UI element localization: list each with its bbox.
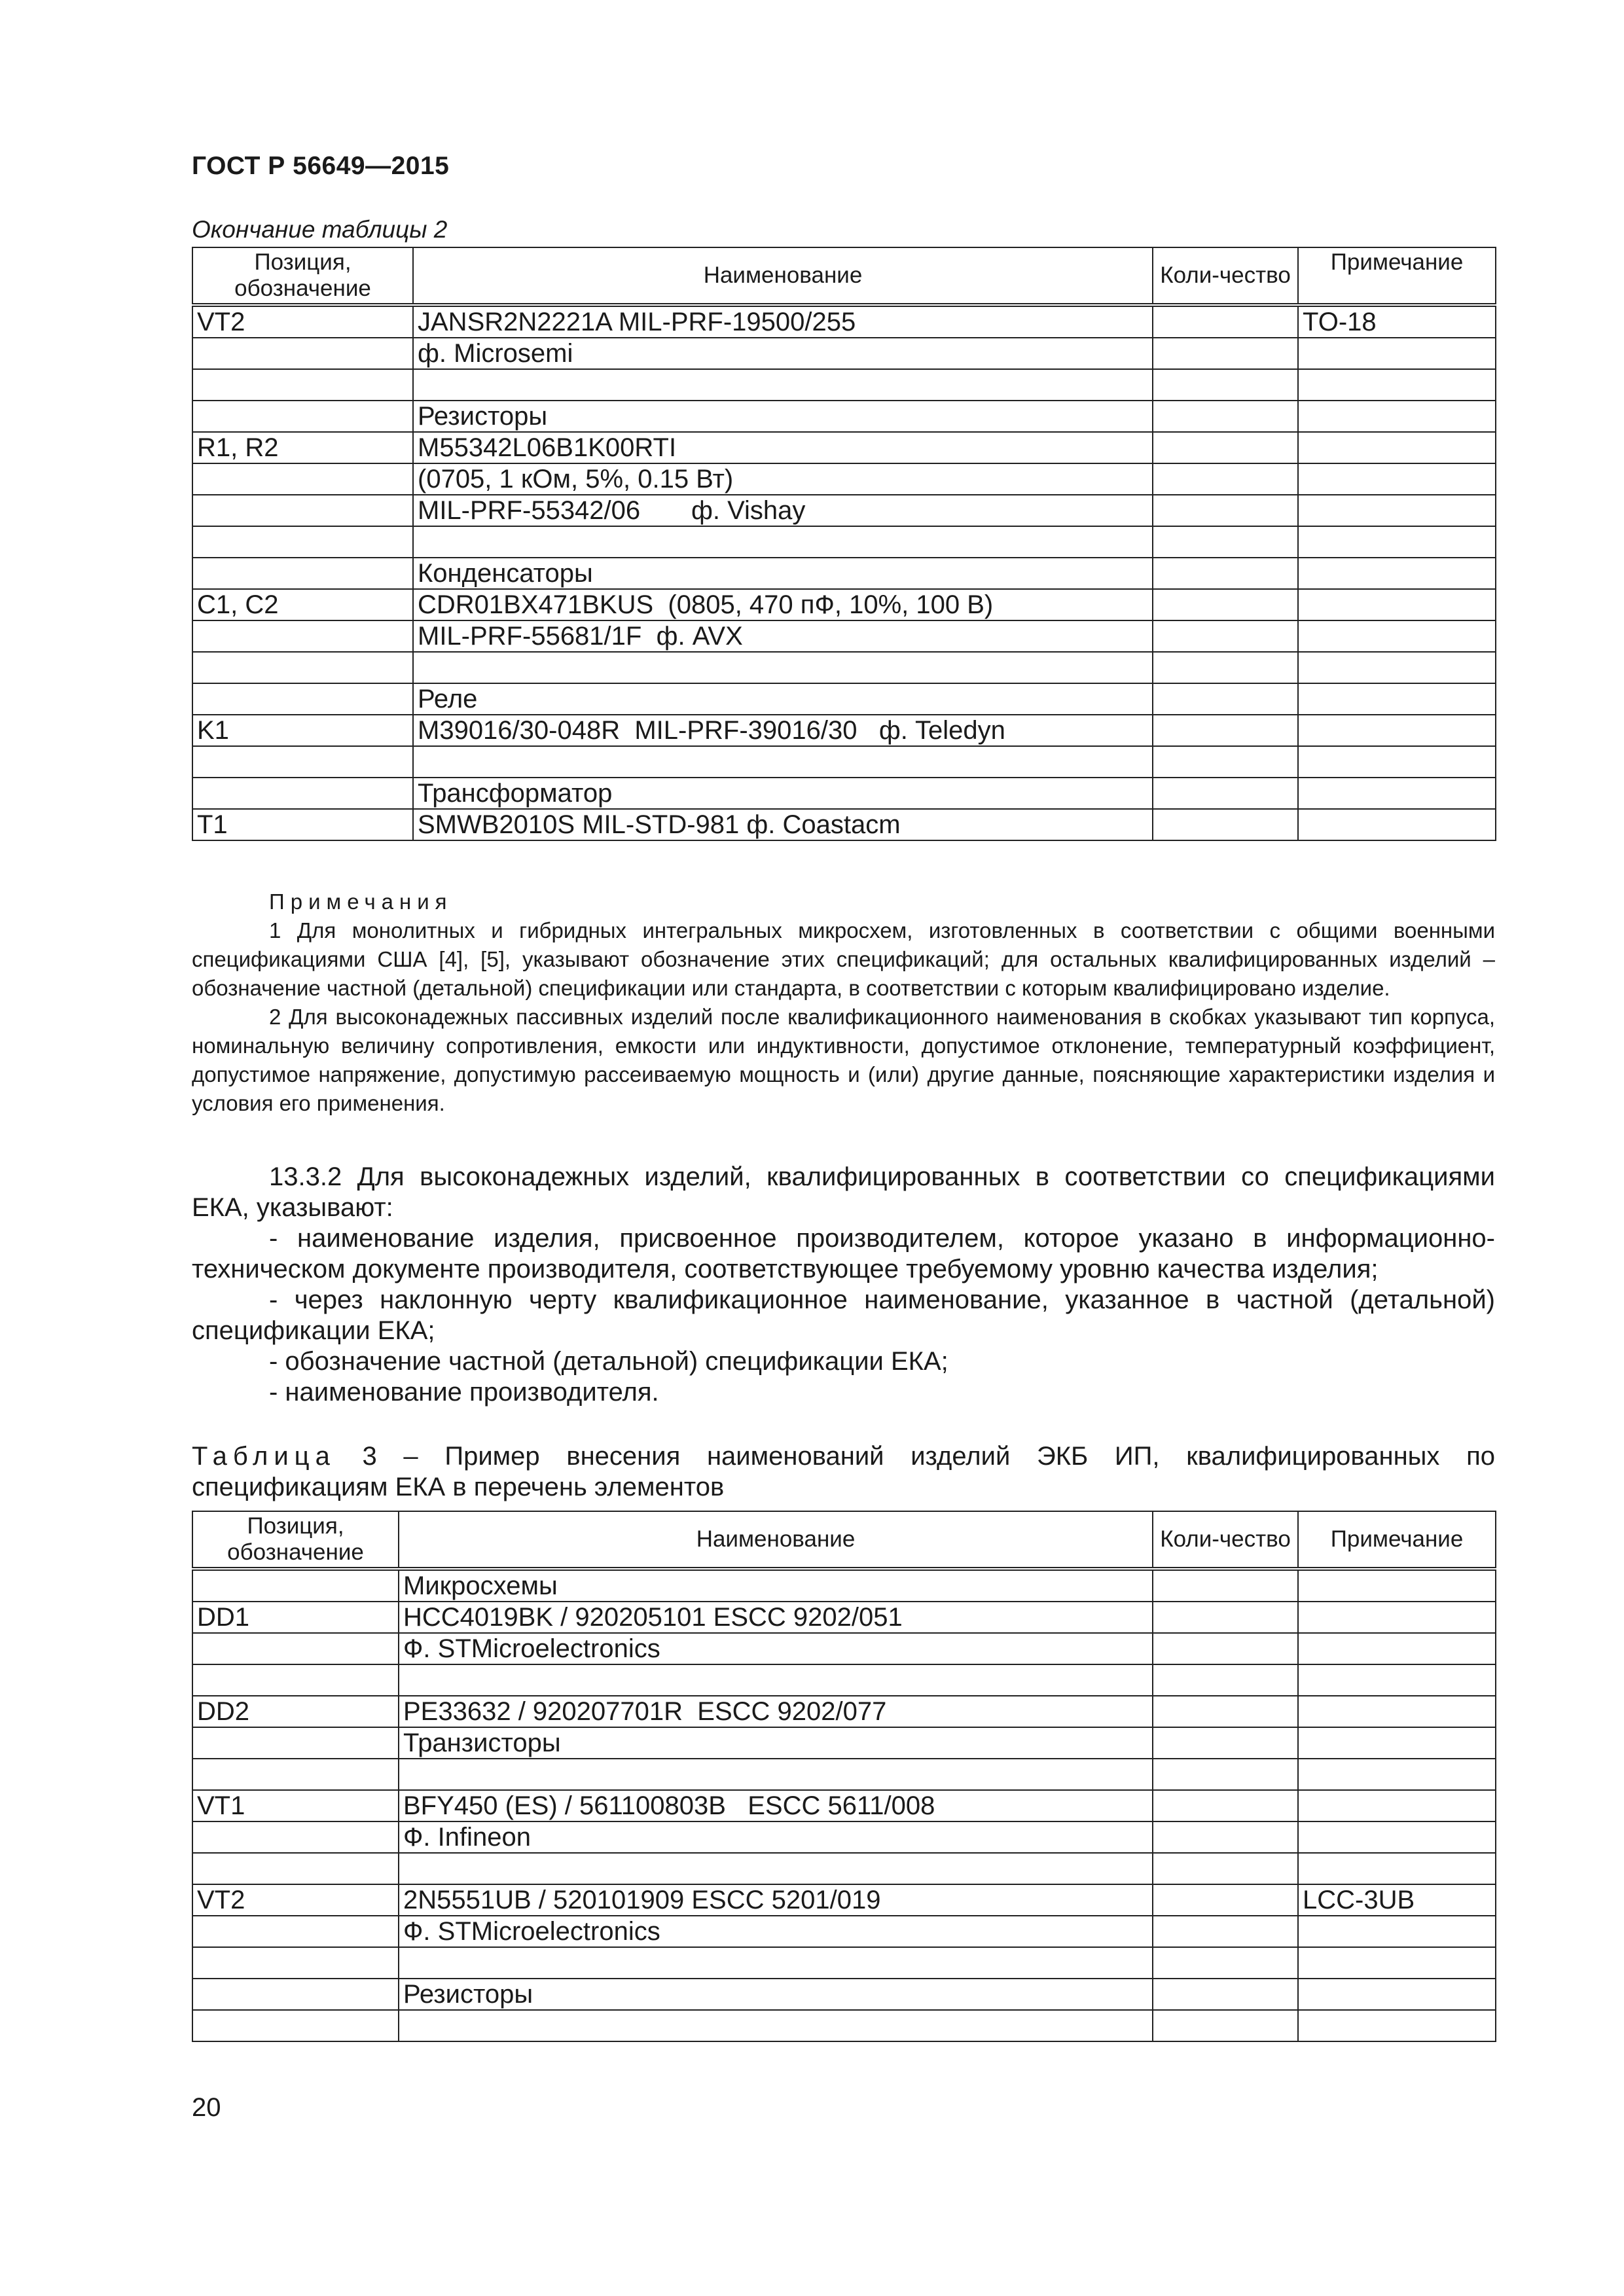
table-row bbox=[192, 526, 1496, 558]
table-cell bbox=[1153, 1727, 1298, 1759]
table-cell: (0705, 1 кОм, 5%, 0.15 Вт) bbox=[413, 463, 1153, 495]
table-cell: CDR01BX471BKUS (0805, 470 пФ, 10%, 100 В) bbox=[413, 589, 1153, 620]
table2-body bbox=[192, 305, 1496, 840]
table-cell bbox=[1298, 1727, 1496, 1759]
table-cell bbox=[1298, 1569, 1496, 1602]
table-cell bbox=[1298, 1759, 1496, 1790]
table3 bbox=[192, 1511, 1496, 2042]
table-cell: DD1 bbox=[192, 1602, 399, 1633]
table-cell bbox=[399, 2010, 1153, 2041]
table-cell bbox=[1298, 620, 1496, 652]
table-cell bbox=[192, 338, 413, 369]
table-row bbox=[192, 1947, 1496, 1979]
table-cell bbox=[1298, 1602, 1496, 1633]
table-row bbox=[192, 1602, 1496, 1633]
table-cell bbox=[1153, 558, 1298, 589]
table-cell bbox=[1298, 778, 1496, 809]
table-cell bbox=[1153, 369, 1298, 401]
table-cell: LCC-3UB bbox=[1298, 1884, 1496, 1916]
table-cell: MIL-PRF-55681/1F ф. AVX bbox=[413, 620, 1153, 652]
table-cell bbox=[1298, 1821, 1496, 1853]
table-row bbox=[192, 1633, 1496, 1664]
table-cell: MIL-PRF-55342/06 ф. Vishay bbox=[413, 495, 1153, 526]
section-list-item: - обозначение частной (детальной) спецификации ЕКА; bbox=[269, 1347, 948, 1376]
table-row bbox=[192, 1569, 1496, 1602]
table-row bbox=[192, 558, 1496, 589]
table-cell: VT2 bbox=[192, 1884, 399, 1916]
table-cell bbox=[1298, 2010, 1496, 2041]
table-cell bbox=[1153, 1759, 1298, 1790]
section-intro: 13.3.2 Для высоконадежных изделий, квалифицированных в соответствии со спецификациями ЕКА, указывают: bbox=[192, 1162, 1495, 1222]
table-cell bbox=[192, 1569, 399, 1602]
table-cell bbox=[1298, 683, 1496, 715]
table-row bbox=[192, 1884, 1496, 1916]
table-cell: Ф. Infineon bbox=[399, 1821, 1153, 1853]
table-cell bbox=[1298, 715, 1496, 746]
table-cell bbox=[399, 1759, 1153, 1790]
table-cell bbox=[1298, 652, 1496, 683]
table-cell: SMWB2010S MIL-STD-981 ф. Coastacm bbox=[413, 809, 1153, 840]
table-cell bbox=[1153, 620, 1298, 652]
table-cell bbox=[192, 526, 413, 558]
table-cell: M55342L06B1K00RTI bbox=[413, 432, 1153, 463]
table-cell: Микросхемы bbox=[399, 1569, 1153, 1602]
table-row bbox=[192, 463, 1496, 495]
notes-block bbox=[192, 888, 1495, 1118]
note-item: 2 Для высоконадежных пассивных изделий после квалификационного наименования в скобках указывают тип корпуса, номинальную величину сопротивления, емкости или индуктивности, допустимое отклонение, температурный коэффициент, допустимое напряжение, допустимую рассеиваемую мощность и (или) другие данные, поясняющие характеристики изделия и условия его применения. bbox=[192, 1005, 1495, 1115]
table-cell bbox=[1153, 432, 1298, 463]
table-cell bbox=[1298, 809, 1496, 840]
table-cell: BFY450 (ES) / 561100803B ESCC 5611/008 bbox=[399, 1790, 1153, 1821]
table-cell: K1 bbox=[192, 715, 413, 746]
table-row bbox=[192, 652, 1496, 683]
table2 bbox=[192, 247, 1496, 841]
table-cell: M39016/30-048R MIL-PRF-39016/30 ф. Teledyn bbox=[413, 715, 1153, 746]
table-cell bbox=[413, 746, 1153, 778]
table-cell bbox=[1298, 558, 1496, 589]
table-cell bbox=[192, 1853, 399, 1884]
table2-caption: Окончание таблицы 2 bbox=[192, 216, 448, 243]
section-list-item: - наименование производителя. bbox=[269, 1378, 659, 1407]
table-cell bbox=[1153, 401, 1298, 432]
table-cell: VT1 bbox=[192, 1790, 399, 1821]
table-cell bbox=[192, 369, 413, 401]
table-cell bbox=[1298, 495, 1496, 526]
table-cell: Транзисторы bbox=[399, 1727, 1153, 1759]
table-cell: Ф. STMicroelectronics bbox=[399, 1916, 1153, 1947]
table-cell bbox=[1153, 1696, 1298, 1727]
table-cell bbox=[1153, 495, 1298, 526]
table-cell bbox=[192, 1979, 399, 2010]
table-row bbox=[192, 1916, 1496, 1947]
table-cell: Ф. STMicroelectronics bbox=[399, 1633, 1153, 1664]
table-row bbox=[192, 1759, 1496, 1790]
table3-header-note: Примечание bbox=[1298, 1511, 1496, 1569]
table-cell bbox=[1153, 1602, 1298, 1633]
table3-header-name: Наименование bbox=[399, 1511, 1153, 1569]
table-cell: VT2 bbox=[192, 305, 413, 338]
table-cell bbox=[1298, 526, 1496, 558]
table2-header-position: Позиция, обозначение bbox=[192, 247, 413, 305]
table-cell bbox=[192, 683, 413, 715]
table-row bbox=[192, 1821, 1496, 1853]
table-cell bbox=[1298, 432, 1496, 463]
table-cell: ф. Microsemi bbox=[413, 338, 1153, 369]
table-cell bbox=[192, 1664, 399, 1696]
table-cell bbox=[1298, 463, 1496, 495]
table-cell: Резисторы bbox=[413, 401, 1153, 432]
table-row bbox=[192, 778, 1496, 809]
table-cell: TO-18 bbox=[1298, 305, 1496, 338]
table3-header-position: Позиция, обозначение bbox=[192, 1511, 399, 1569]
table-cell: 2N5551UB / 520101909 ESCC 5201/019 bbox=[399, 1884, 1153, 1916]
table-row bbox=[192, 495, 1496, 526]
table-cell bbox=[1153, 1853, 1298, 1884]
table-cell bbox=[192, 463, 413, 495]
note-item: 1 Для монолитных и гибридных интегральных микросхем, изготовленных в соответствии с общими военными спецификациями США [4], [5], указывают обозначение этих спецификаций; для остальных квалифицированных изделий – обозначение частной (детальной) спецификации или стандарта, в соответствии с которым квалифицировано изделие. bbox=[192, 918, 1495, 1000]
table-row bbox=[192, 1979, 1496, 2010]
table-cell bbox=[1153, 746, 1298, 778]
table-row bbox=[192, 369, 1496, 401]
table-row bbox=[192, 746, 1496, 778]
table-cell bbox=[399, 1853, 1153, 1884]
table-cell bbox=[1298, 1947, 1496, 1979]
table-cell bbox=[1153, 683, 1298, 715]
table-cell bbox=[1298, 1979, 1496, 2010]
table-cell bbox=[1298, 746, 1496, 778]
table-row bbox=[192, 305, 1496, 338]
table-cell bbox=[1153, 589, 1298, 620]
table-cell bbox=[192, 1916, 399, 1947]
table-cell bbox=[192, 620, 413, 652]
document-code: ГОСТ Р 56649—2015 bbox=[192, 152, 450, 180]
table-cell: DD2 bbox=[192, 1696, 399, 1727]
table-cell bbox=[1298, 1916, 1496, 1947]
table-cell bbox=[1153, 652, 1298, 683]
table-cell: T1 bbox=[192, 809, 413, 840]
table-row bbox=[192, 683, 1496, 715]
table-row bbox=[192, 1696, 1496, 1727]
table-cell bbox=[192, 2010, 399, 2041]
table-cell bbox=[1153, 778, 1298, 809]
table-cell bbox=[1153, 1916, 1298, 1947]
section-list-item: - наименование изделия, присвоенное производителем, которое указано в информационно-техническом документе производителя, соответствующее требуемому уровню качества изделия; bbox=[192, 1224, 1495, 1283]
table-cell bbox=[1153, 526, 1298, 558]
table-cell bbox=[1153, 1664, 1298, 1696]
table-cell: PE33632 / 920207701R ESCC 9202/077 bbox=[399, 1696, 1153, 1727]
table-cell bbox=[1298, 589, 1496, 620]
table-row bbox=[192, 338, 1496, 369]
table2-header-qty: Коли-чество bbox=[1153, 247, 1298, 305]
table-cell: HCC4019BK / 920205101 ESCC 9202/051 bbox=[399, 1602, 1153, 1633]
table-cell bbox=[1153, 1790, 1298, 1821]
table-cell bbox=[1153, 715, 1298, 746]
table-cell: Трансформатор bbox=[413, 778, 1153, 809]
table3-caption bbox=[192, 1441, 1495, 1503]
table-cell bbox=[1298, 401, 1496, 432]
table-row bbox=[192, 2010, 1496, 2041]
table-cell bbox=[413, 526, 1153, 558]
table-row bbox=[192, 1664, 1496, 1696]
table-row bbox=[192, 1853, 1496, 1884]
table-cell bbox=[1153, 305, 1298, 338]
table-cell: Конденсаторы bbox=[413, 558, 1153, 589]
table-cell bbox=[1153, 1569, 1298, 1602]
table-cell bbox=[399, 1947, 1153, 1979]
section-list-item: - через наклонную черту квалификационное наименование, указанное в частной (детальной) спецификации ЕКА; bbox=[192, 1285, 1495, 1345]
table-cell bbox=[1153, 1884, 1298, 1916]
section-13-3-2 bbox=[192, 1162, 1495, 1408]
table-row bbox=[192, 401, 1496, 432]
table-cell: Реле bbox=[413, 683, 1153, 715]
table-cell bbox=[192, 746, 413, 778]
table-cell: Резисторы bbox=[399, 1979, 1153, 2010]
table-cell bbox=[413, 369, 1153, 401]
table-cell bbox=[192, 1821, 399, 1853]
table-cell: R1, R2 bbox=[192, 432, 413, 463]
table3-label: Таблица bbox=[192, 1442, 336, 1471]
table-cell bbox=[1153, 1633, 1298, 1664]
table-cell bbox=[1298, 369, 1496, 401]
table-cell bbox=[192, 652, 413, 683]
table-cell bbox=[1298, 338, 1496, 369]
table-cell bbox=[1153, 463, 1298, 495]
table-cell bbox=[192, 1727, 399, 1759]
table-row bbox=[192, 1727, 1496, 1759]
table3-header-qty: Коли-чество bbox=[1153, 1511, 1298, 1569]
table-cell bbox=[1153, 809, 1298, 840]
table-cell bbox=[192, 495, 413, 526]
table-cell bbox=[192, 778, 413, 809]
page-number: 20 bbox=[192, 2093, 221, 2122]
table-cell bbox=[192, 1633, 399, 1664]
table-cell bbox=[1298, 1853, 1496, 1884]
table-cell bbox=[1298, 1633, 1496, 1664]
table-cell: JANSR2N2221A MIL-PRF-19500/255 bbox=[413, 305, 1153, 338]
table-cell bbox=[192, 1759, 399, 1790]
table2-header-note: Примечание bbox=[1298, 247, 1496, 305]
table-cell bbox=[1153, 2010, 1298, 2041]
table2-header-name: Наименование bbox=[413, 247, 1153, 305]
table-row bbox=[192, 1790, 1496, 1821]
table-cell bbox=[1153, 1979, 1298, 2010]
table-cell: C1, C2 bbox=[192, 589, 413, 620]
table3-body bbox=[192, 1569, 1496, 2041]
table-cell bbox=[1298, 1790, 1496, 1821]
table-cell bbox=[1298, 1696, 1496, 1727]
table-row bbox=[192, 715, 1496, 746]
table3-caption-text: 3 – Пример внесения наименований изделий ЭКБ ИП, квалифицированных по спецификациям ЕКА в перечень элементов bbox=[192, 1442, 1495, 1501]
notes-title: Примечания bbox=[269, 889, 453, 914]
table-cell bbox=[1153, 338, 1298, 369]
table-cell bbox=[192, 1947, 399, 1979]
table-row bbox=[192, 809, 1496, 840]
table-cell bbox=[413, 652, 1153, 683]
table-cell bbox=[399, 1664, 1153, 1696]
table-row bbox=[192, 620, 1496, 652]
table-cell bbox=[1298, 1664, 1496, 1696]
table-row bbox=[192, 432, 1496, 463]
table-cell bbox=[192, 558, 413, 589]
table-cell bbox=[1153, 1821, 1298, 1853]
table-row bbox=[192, 589, 1496, 620]
table-cell bbox=[192, 401, 413, 432]
table-cell bbox=[1153, 1947, 1298, 1979]
